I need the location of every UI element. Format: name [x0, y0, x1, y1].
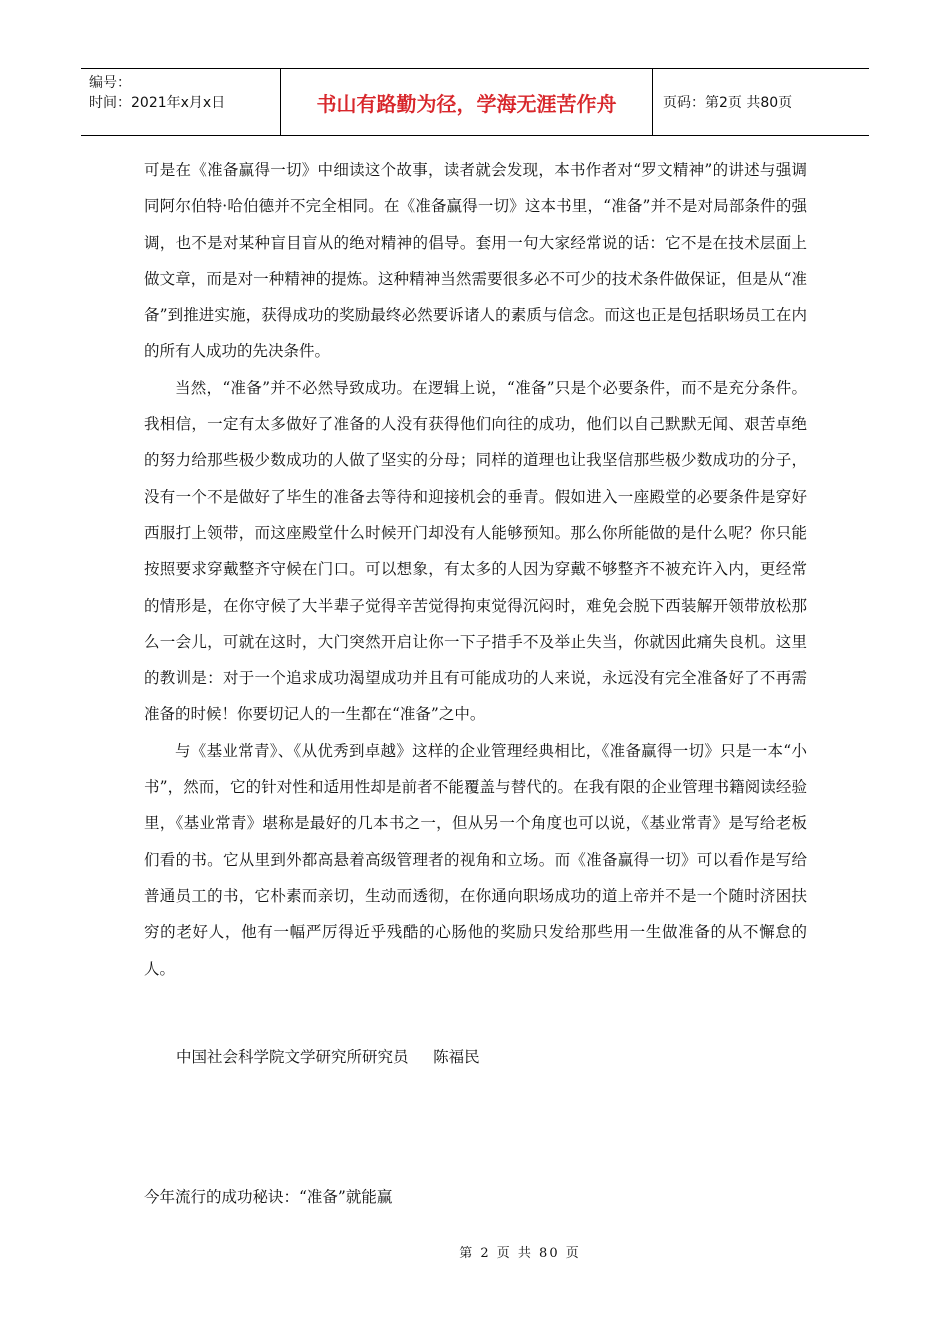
author-signature: 中国社会科学院文学研究所研究员 陈福民	[176, 1048, 480, 1066]
header-page-info: 页码：第2页 共80页	[663, 95, 793, 111]
paragraph: 与《基业常青》、《从优秀到卓越》这样的企业管理经典相比，《准备赢得一切》只是一本“小书”，然而，它的针对性和适用性却是前者不能覆盖与替代的。在我有限的企业管理书籍阅读经验里，《基业常青》堪称是最好的几本书之一，但从另一个角度也可以说，《基业常青》是写给老板们看的书。它从里到外都高悬着高级管理者的视角和立场。而《准备赢得一切》可以看作是写给普通员工的书，它朴素而亲切，生动而透彻，在你通向职场成功的道上帝并不是一个随时济困扶穷的老好人，他有一幅严厉得近乎残酷的心肠他的奖励只发给那些用一生做准备的从不懈怠的人。	[144, 741, 807, 978]
header-motto: 书山有路勤为径，学海无涯苦作舟	[281, 69, 653, 135]
date-label: 时间：2021年x月x日	[89, 95, 226, 111]
page-footer: 第 2 页 共 80 页	[459, 1246, 581, 1261]
section-tagline: 今年流行的成功秘诀：“准备”就能赢	[144, 1188, 393, 1206]
header-meta	[81, 69, 281, 135]
body-text	[144, 152, 807, 987]
serial-label: 编号：	[89, 75, 131, 91]
paragraph: 当然，“准备”并不必然导致成功。在逻辑上说，“准备”只是个必要条件，而不是充分条件。我相信，一定有太多做好了准备的人没有获得他们向往的成功，他们以自己默默无闻、艰苦卓绝的努力给那些极少数成功的人做了坚实的分母；同样的道理也让我坚信那些极少数成功的分子，没有一个不是做好了毕生的准备去等待和迎接机会的垂青。假如进入一座殿堂的必要条件是穿好西服打上领带，而这座殿堂什么时候开门却没有人能够预知。那么你所能做的是什么呢？你只能按照要求穿戴整齐守候在门口。可以想象，有太多的人因为穿戴不够整齐不被充许入内，更经常的情形是，在你守候了大半辈子觉得辛苦觉得拘束觉得沉闷时，难免会脱下西装解开领带放松那么一会儿，可就在这时，大门突然开启让你一下子措手不及举止失当，你就因此痛失良机。这里的教训是：对于一个追求成功渴望成功并且有可能成功的人来说，永远没有完全准备好了不再需准备的时候！你要切记人的一生都在“准备”之中。	[144, 378, 807, 724]
paragraph: 可是在《准备赢得一切》中细读这个故事，读者就会发现，本书作者对“罗文精神”的讲述与强调同阿尔伯特·哈伯德并不完全相同。在《准备赢得一切》这本书里，“准备”并不是对局部条件的强调，也不是对某种盲目盲从的绝对精神的倡导。套用一句大家经常说的话：它不是在技术层面上做文章，而是对一种精神的提炼。这种精神当然需要很多必不可少的技术条件做保证，但是从“准备”到推进实施，获得成功的奖励最终必然要诉诸人的素质与信念。而这也正是包括职场员工在内的所有人成功的先决条件。	[144, 161, 807, 361]
page-header	[81, 68, 869, 136]
